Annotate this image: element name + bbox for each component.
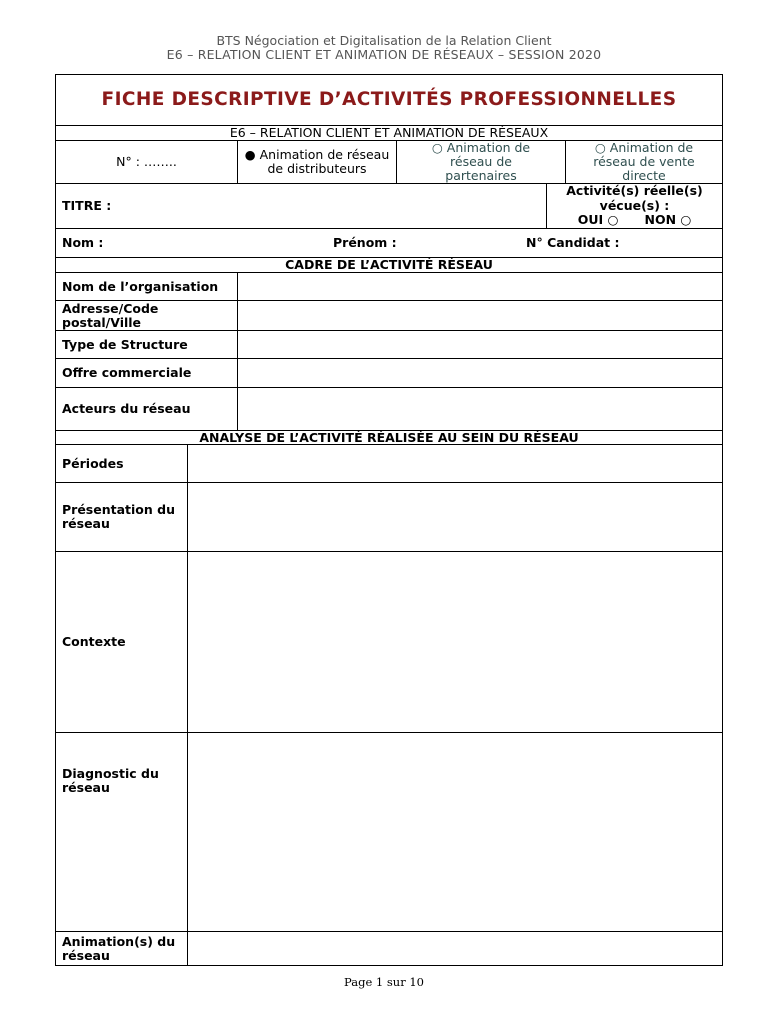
option-distributeurs-label: Animation de réseau de distributeurs	[259, 147, 390, 176]
titre-label: TITRE :	[62, 198, 112, 213]
candidat-label: N° Candidat :	[526, 235, 620, 250]
section-cadre: CADRE DE L’ACTIVITÉ RÉSEAU	[285, 257, 493, 272]
analyse-row-contexte: Contexte	[62, 634, 126, 649]
nom-label: Nom :	[62, 235, 104, 250]
header-line-1: BTS Négociation et Digitalisation de la Relation Client	[216, 33, 552, 48]
option-vente-directe-label: Animation de réseau de vente directe	[593, 140, 695, 183]
analyse-row-periodes: Périodes	[62, 455, 124, 471]
oui-radio[interactable]: OUI ○	[577, 212, 619, 227]
option-partenaires-label: Animation de réseau de partenaires	[445, 140, 531, 183]
non-radio[interactable]: NON ○	[644, 212, 692, 227]
activite-label: Activité(s) réelle(s) vécue(s) :	[566, 183, 703, 213]
cadre-row-acteurs: Acteurs du réseau	[62, 401, 191, 416]
option-partenaires[interactable]	[397, 141, 565, 183]
option-vente-directe[interactable]	[566, 141, 722, 183]
option-distributeurs[interactable]	[238, 141, 396, 183]
activite-box	[547, 184, 722, 228]
radio-empty-icon: ○	[431, 140, 443, 155]
prenom-label: Prénom :	[333, 235, 397, 250]
analyse-row-animations: Animation(s) du réseau	[62, 934, 176, 963]
numero-label: N° : ……..	[116, 154, 177, 169]
cadre-row-offre: Offre commerciale	[62, 365, 192, 380]
radio-empty-icon: ○	[594, 140, 606, 155]
cadre-row-organisation: Nom de l’organisation	[62, 278, 219, 294]
analyse-row-presentation: Présentation du réseau	[62, 502, 175, 531]
form-title: FICHE DESCRIPTIVE D’ACTIVITÉS PROFESSIONNELLES	[101, 89, 677, 110]
cadre-row-structure: Type de Structure	[62, 336, 188, 352]
section-analyse: ANALYSE DE L’ACTIVITÉ RÉALISÉE AU SEIN DU RÉSEAU	[199, 429, 579, 445]
radio-filled-icon: ●	[244, 147, 256, 162]
page-number: Page 1 sur 10	[344, 975, 424, 989]
header-line-2: E6 – RELATION CLIENT ET ANIMATION DE RÉSEAUX – SESSION 2020	[166, 47, 602, 62]
analyse-row-diagnostic: Diagnostic du réseau	[62, 766, 159, 795]
cadre-row-adresse: Adresse/Code postal/Ville	[62, 300, 159, 330]
form-frame	[55, 74, 723, 966]
form-subtitle: E6 – RELATION CLIENT ET ANIMATION DE RÉSEAUX	[229, 125, 549, 140]
